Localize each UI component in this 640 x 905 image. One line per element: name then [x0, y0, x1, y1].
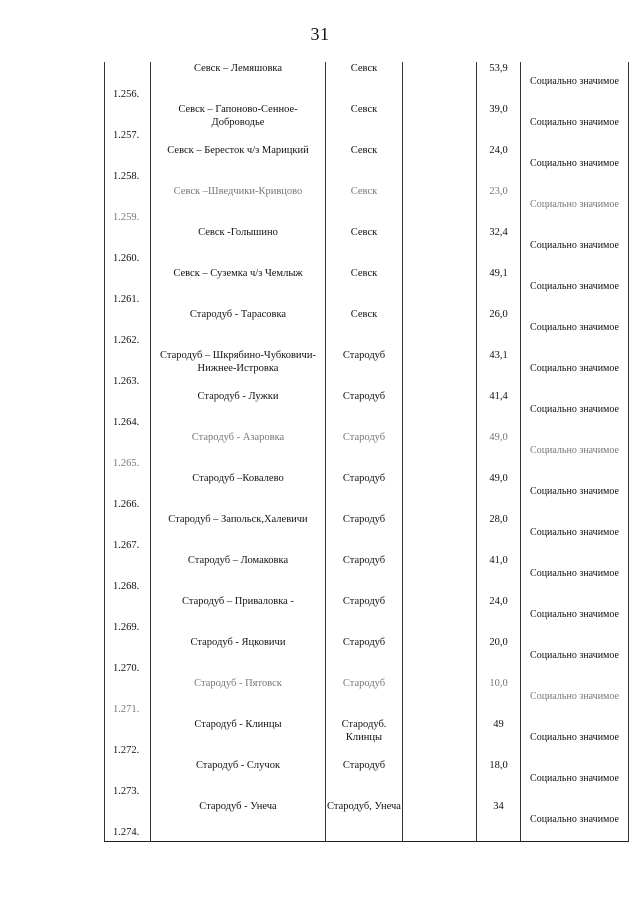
- blank-cell: [403, 144, 477, 185]
- row-number-cell: [105, 308, 151, 349]
- route-cell: [151, 226, 326, 267]
- row-number: 1.264.: [113, 417, 140, 428]
- route-cell: [151, 431, 326, 472]
- type-cell: [521, 513, 629, 554]
- routes-table: [104, 62, 629, 842]
- route-name: Севск –Шведчики-Кривцово: [173, 186, 303, 197]
- distance-value: 53,9: [489, 63, 508, 74]
- route-type: Социально значимое: [530, 527, 619, 538]
- city-name: Севск: [350, 145, 378, 156]
- blank-cell: [403, 103, 477, 144]
- type-cell: [521, 103, 629, 144]
- route-type: Социально значимое: [530, 691, 619, 702]
- type-cell: [521, 554, 629, 595]
- city-cell: [326, 718, 403, 759]
- type-cell: [521, 144, 629, 185]
- distance-cell: [477, 267, 521, 308]
- blank-cell: [403, 718, 477, 759]
- row-number: 1.262.: [113, 335, 140, 346]
- row-number: 1.257.: [113, 130, 140, 141]
- blank-cell: [403, 349, 477, 390]
- table-row: [105, 267, 629, 308]
- city-name: Севск: [350, 268, 378, 279]
- type-cell: [521, 800, 629, 842]
- route-name: Севск – Лемяшовка: [193, 63, 283, 74]
- city-cell: [326, 62, 403, 103]
- type-cell: [521, 349, 629, 390]
- route-cell: [151, 800, 326, 842]
- distance-cell: [477, 800, 521, 842]
- blank-cell: [403, 636, 477, 677]
- route-type: Социально значимое: [530, 486, 619, 497]
- route-cell: [151, 677, 326, 718]
- route-type: Социально значимое: [530, 240, 619, 251]
- page-number: 31: [310, 24, 330, 44]
- route-cell: [151, 554, 326, 595]
- distance-value: 23,0: [489, 186, 508, 197]
- type-cell: [521, 185, 629, 226]
- table-row: [105, 185, 629, 226]
- blank-cell: [403, 308, 477, 349]
- route-type: Социально значимое: [530, 732, 619, 743]
- city-cell: [326, 472, 403, 513]
- city-cell: [326, 759, 403, 800]
- type-cell: [521, 267, 629, 308]
- distance-cell: [477, 62, 521, 103]
- city-cell: [326, 595, 403, 636]
- row-number: 1.269.: [113, 622, 140, 633]
- route-name: Стародуб – Запольск,Халевичи: [168, 514, 308, 525]
- route-cell: [151, 636, 326, 677]
- route-type: Социально значимое: [530, 281, 619, 292]
- distance-value: 34: [493, 801, 504, 812]
- row-number: 1.256.: [113, 89, 140, 100]
- row-number-cell: [105, 144, 151, 185]
- row-number-cell: [105, 472, 151, 513]
- route-name: Стародуб – Ломаковка: [187, 555, 289, 566]
- table-row: [105, 431, 629, 472]
- city-cell: [326, 103, 403, 144]
- blank-cell: [403, 226, 477, 267]
- row-number-cell: [105, 513, 151, 554]
- type-cell: [521, 431, 629, 472]
- row-number-cell: [105, 267, 151, 308]
- distance-value: 39,0: [489, 104, 508, 115]
- route-type: Социально значимое: [530, 158, 619, 169]
- route-type: Социально значимое: [530, 322, 619, 333]
- route-cell: [151, 595, 326, 636]
- table-row: [105, 718, 629, 759]
- type-cell: [521, 226, 629, 267]
- distance-value: 49,1: [489, 268, 508, 279]
- city-cell: [326, 308, 403, 349]
- route-cell: [151, 62, 326, 103]
- city-name: Стародуб: [342, 637, 386, 648]
- distance-cell: [477, 144, 521, 185]
- type-cell: [521, 677, 629, 718]
- distance-value: 49,0: [489, 432, 508, 443]
- city-name: Стародуб: [342, 350, 386, 361]
- distance-value: 24,0: [489, 145, 508, 156]
- city-cell: [326, 513, 403, 554]
- route-name: Стародуб - Пятовск: [194, 678, 282, 689]
- blank-cell: [403, 185, 477, 226]
- row-number: 1.271.: [113, 704, 140, 715]
- route-name: Севск – Суземка ч/з Чемлыж: [173, 268, 303, 279]
- distance-value: 18,0: [489, 760, 508, 771]
- distance-cell: [477, 472, 521, 513]
- blank-cell: [403, 472, 477, 513]
- distance-cell: [477, 513, 521, 554]
- distance-cell: [477, 677, 521, 718]
- table-row: [105, 226, 629, 267]
- type-cell: [521, 759, 629, 800]
- city-name: Стародуб: [342, 432, 386, 443]
- city-name: Севск: [350, 309, 378, 320]
- table-row: [105, 472, 629, 513]
- city-cell: [326, 636, 403, 677]
- row-number-cell: [105, 226, 151, 267]
- route-cell: [151, 144, 326, 185]
- row-number: 1.261.: [113, 294, 140, 305]
- route-type: Социально значимое: [530, 650, 619, 661]
- table-row: [105, 513, 629, 554]
- city-name: Севск: [350, 186, 378, 197]
- routes-table-body: [105, 62, 629, 842]
- distance-value: 43,1: [489, 350, 508, 361]
- distance-cell: [477, 308, 521, 349]
- route-type: Социально значимое: [530, 76, 619, 87]
- distance-cell: [477, 349, 521, 390]
- route-name: Стародуб – Шкрябино-Чубковичи-Нижнее-Истровка: [160, 350, 316, 374]
- row-number: 1.270.: [113, 663, 140, 674]
- route-type: Социально значимое: [530, 445, 619, 456]
- blank-cell: [403, 759, 477, 800]
- route-name: Севск – Гапоново-Сенное-Доброводье: [178, 104, 298, 128]
- route-cell: [151, 718, 326, 759]
- distance-value: 49,0: [489, 473, 508, 484]
- table-row: [105, 800, 629, 842]
- route-name: Стародуб - Азаровка: [191, 432, 285, 443]
- route-cell: [151, 513, 326, 554]
- type-cell: [521, 390, 629, 431]
- distance-cell: [477, 554, 521, 595]
- distance-value: 49: [493, 719, 504, 730]
- row-number: 1.263.: [113, 376, 140, 387]
- route-name: Стародуб - Унеча: [199, 801, 277, 812]
- row-number: 1.259.: [113, 212, 140, 223]
- distance-value: 26,0: [489, 309, 508, 320]
- route-cell: [151, 472, 326, 513]
- type-cell: [521, 636, 629, 677]
- city-name: Стародуб. Клинцы: [341, 719, 387, 743]
- row-number-cell: [105, 62, 151, 103]
- route-name: Стародуб - Клинцы: [194, 719, 282, 730]
- city-cell: [326, 554, 403, 595]
- distance-cell: [477, 718, 521, 759]
- route-type: Социально значимое: [530, 363, 619, 374]
- city-cell: [326, 431, 403, 472]
- row-number-cell: [105, 103, 151, 144]
- table-row: [105, 144, 629, 185]
- route-type: Социально значимое: [530, 773, 619, 784]
- row-number: 1.260.: [113, 253, 140, 264]
- distance-value: 32,4: [489, 227, 508, 238]
- route-name: Стародуб - Тарасовка: [189, 309, 287, 320]
- type-cell: [521, 308, 629, 349]
- distance-cell: [477, 759, 521, 800]
- distance-value: 20,0: [489, 637, 508, 648]
- distance-cell: [477, 226, 521, 267]
- city-cell: [326, 677, 403, 718]
- row-number-cell: [105, 554, 151, 595]
- route-name: Стародуб - Случок: [195, 760, 281, 771]
- table-row: [105, 595, 629, 636]
- city-name: Стародуб: [342, 514, 386, 525]
- route-name: Стародуб – Приваловка -: [182, 596, 294, 607]
- city-name: Севск: [350, 227, 378, 238]
- row-number-cell: [105, 636, 151, 677]
- blank-cell: [403, 677, 477, 718]
- table-row: [105, 677, 629, 718]
- route-type: Социально значимое: [530, 609, 619, 620]
- row-number: 1.265.: [113, 458, 140, 469]
- row-number-cell: [105, 800, 151, 842]
- blank-cell: [403, 267, 477, 308]
- distance-cell: [477, 595, 521, 636]
- blank-cell: [403, 554, 477, 595]
- route-type: Социально значимое: [530, 568, 619, 579]
- type-cell: [521, 718, 629, 759]
- row-number: 1.268.: [113, 581, 140, 592]
- blank-cell: [403, 62, 477, 103]
- city-name: Севск: [350, 63, 378, 74]
- blank-cell: [403, 431, 477, 472]
- city-cell: [326, 185, 403, 226]
- table-row: [105, 103, 629, 144]
- distance-value: 28,0: [489, 514, 508, 525]
- city-cell: [326, 144, 403, 185]
- distance-value: 41,0: [489, 555, 508, 566]
- route-cell: [151, 185, 326, 226]
- table-row: [105, 62, 629, 103]
- city-name: Севск: [350, 104, 378, 115]
- row-number-cell: [105, 718, 151, 759]
- city-name: Стародуб: [342, 473, 386, 484]
- row-number: 1.266.: [113, 499, 140, 510]
- table-row: [105, 554, 629, 595]
- table-row: [105, 349, 629, 390]
- route-cell: [151, 759, 326, 800]
- city-cell: [326, 267, 403, 308]
- row-number-cell: [105, 759, 151, 800]
- route-name: Стародуб - Яцковичи: [190, 637, 286, 648]
- city-name: Стародуб, Унеча: [327, 801, 401, 812]
- distance-cell: [477, 103, 521, 144]
- row-number-cell: [105, 677, 151, 718]
- route-cell: [151, 349, 326, 390]
- city-cell: [326, 349, 403, 390]
- city-name: Стародуб: [342, 555, 386, 566]
- distance-value: 24,0: [489, 596, 508, 607]
- route-cell: [151, 308, 326, 349]
- row-number-cell: [105, 390, 151, 431]
- route-type: Социально значимое: [530, 117, 619, 128]
- distance-cell: [477, 185, 521, 226]
- route-name: Севск – Береcток ч/з Марицкий: [167, 145, 309, 156]
- type-cell: [521, 62, 629, 103]
- routes-table-container: [104, 62, 628, 845]
- city-name: Стародуб: [342, 596, 386, 607]
- route-cell: [151, 267, 326, 308]
- route-name: Стародуб –Ковалево: [192, 473, 284, 484]
- city-name: Стародуб: [342, 760, 386, 771]
- distance-value: 10,0: [489, 678, 508, 689]
- type-cell: [521, 595, 629, 636]
- route-name: Севск -Голышино: [198, 227, 278, 238]
- table-row: [105, 390, 629, 431]
- distance-cell: [477, 636, 521, 677]
- city-cell: [326, 390, 403, 431]
- blank-cell: [403, 595, 477, 636]
- blank-cell: [403, 513, 477, 554]
- city-cell: [326, 800, 403, 842]
- table-row: [105, 308, 629, 349]
- row-number: 1.272.: [113, 745, 140, 756]
- route-cell: [151, 390, 326, 431]
- table-row: [105, 759, 629, 800]
- table-row: [105, 636, 629, 677]
- route-type: Социально значимое: [530, 404, 619, 415]
- city-cell: [326, 226, 403, 267]
- route-type: Социально значимое: [530, 814, 619, 825]
- row-number-cell: [105, 431, 151, 472]
- city-name: Стародуб: [342, 678, 386, 689]
- distance-cell: [477, 390, 521, 431]
- row-number: 1.274.: [113, 827, 140, 838]
- distance-value: 41,4: [489, 391, 508, 402]
- route-cell: [151, 103, 326, 144]
- row-number: 1.273.: [113, 786, 140, 797]
- blank-cell: [403, 800, 477, 842]
- row-number: 1.267.: [113, 540, 140, 551]
- route-type: Социально значимое: [530, 199, 619, 210]
- blank-cell: [403, 390, 477, 431]
- type-cell: [521, 472, 629, 513]
- row-number-cell: [105, 185, 151, 226]
- route-name: Стародуб - Лужки: [197, 391, 279, 402]
- city-name: Стародуб: [342, 391, 386, 402]
- row-number: 1.258.: [113, 171, 140, 182]
- row-number-cell: [105, 349, 151, 390]
- row-number-cell: [105, 595, 151, 636]
- distance-cell: [477, 431, 521, 472]
